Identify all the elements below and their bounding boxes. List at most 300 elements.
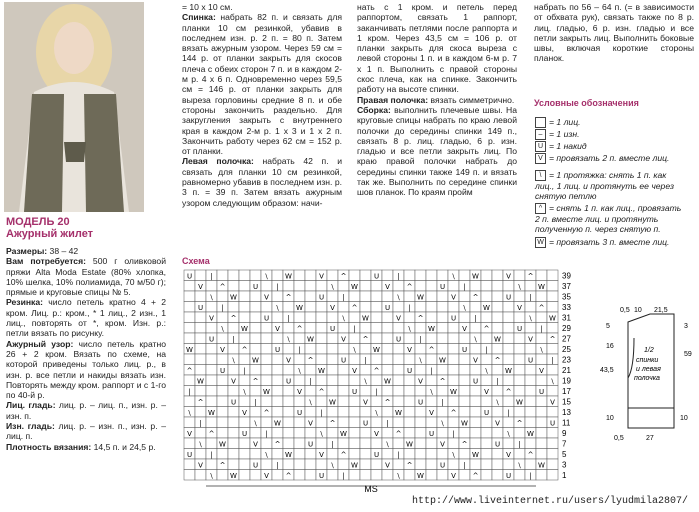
density-continued: = 10 x 10 см. bbox=[182, 2, 233, 12]
rib-paragraph bbox=[6, 297, 166, 338]
legend-item bbox=[535, 237, 685, 248]
chart-cell bbox=[415, 344, 426, 355]
chart-symbol: U bbox=[384, 304, 391, 312]
chart-cell bbox=[239, 302, 250, 313]
chart-cell bbox=[415, 407, 426, 418]
chart-cell bbox=[459, 365, 470, 376]
sizes-label: Размеры: bbox=[6, 246, 48, 256]
chart-row-label: 29 bbox=[562, 324, 571, 333]
chart-symbol: | bbox=[496, 377, 499, 386]
chart-cell bbox=[525, 281, 536, 292]
chart-cell bbox=[536, 333, 547, 344]
chart-cell bbox=[239, 354, 250, 365]
chart-symbol: \ bbox=[221, 325, 224, 333]
chart-symbol: | bbox=[342, 472, 345, 480]
chart-cell bbox=[382, 386, 393, 397]
chart-cell bbox=[481, 312, 492, 323]
chart-cell bbox=[393, 375, 404, 386]
chart-symbol: V bbox=[330, 304, 335, 312]
chart-cell bbox=[382, 312, 393, 323]
chart-symbol: V bbox=[187, 430, 192, 438]
chart-cell bbox=[492, 323, 503, 334]
chart-symbol: V bbox=[429, 409, 434, 417]
chart-cell bbox=[261, 333, 272, 344]
chart-symbol: V bbox=[506, 451, 511, 459]
chart-cell bbox=[228, 270, 239, 281]
armhole-curve bbox=[628, 338, 634, 378]
chart-cell bbox=[481, 417, 492, 428]
chart-cell bbox=[470, 396, 481, 407]
chart-symbol: ^ bbox=[351, 304, 358, 312]
chart-cell bbox=[272, 449, 283, 460]
chart-cell bbox=[404, 449, 415, 460]
chart-cell bbox=[250, 407, 261, 418]
chart-cell bbox=[217, 312, 228, 323]
chart-symbol: U bbox=[439, 461, 446, 470]
chart-symbol: | bbox=[463, 283, 466, 291]
chart-symbol: \ bbox=[276, 304, 279, 312]
chart-cell bbox=[525, 375, 536, 386]
chart-row-label: 15 bbox=[562, 397, 571, 407]
chart-symbol: U bbox=[527, 356, 534, 365]
chart-cell bbox=[305, 312, 316, 323]
dim-left-top: 5 bbox=[606, 323, 610, 330]
chart-symbol: | bbox=[276, 461, 279, 470]
chart-symbol: | bbox=[485, 346, 488, 354]
chart-cell bbox=[360, 365, 371, 376]
chart-cell bbox=[195, 291, 206, 302]
chart-cell bbox=[426, 438, 437, 449]
chart-cell bbox=[316, 459, 327, 470]
chart-cell bbox=[327, 386, 338, 397]
chart-symbol: \ bbox=[298, 367, 301, 375]
chart-symbol: W bbox=[219, 440, 226, 449]
chart-symbol: ^ bbox=[406, 283, 413, 291]
chart-cell bbox=[195, 344, 206, 355]
chart-symbol: \ bbox=[397, 472, 400, 480]
back-paragraph bbox=[182, 12, 342, 156]
chart-row-label: 35 bbox=[562, 292, 571, 302]
chart-row-label: 7 bbox=[562, 439, 567, 449]
chart-symbol: U bbox=[252, 283, 259, 291]
chart-cell bbox=[316, 302, 327, 313]
chart-symbol: V bbox=[264, 293, 269, 302]
density-label: Плотность вязания: bbox=[6, 441, 92, 452]
chart-cell bbox=[547, 470, 558, 481]
chart-cell bbox=[459, 449, 470, 460]
chart-symbol: U bbox=[186, 451, 193, 459]
chart-cell bbox=[459, 333, 470, 344]
chart-cell bbox=[426, 281, 437, 292]
chart-cell bbox=[305, 281, 316, 292]
chart-symbol: | bbox=[408, 304, 411, 312]
chart-cell bbox=[470, 438, 481, 449]
chart-cell bbox=[316, 333, 327, 344]
chart-cell bbox=[437, 407, 448, 418]
chart-cell bbox=[470, 407, 481, 418]
chart-cell bbox=[261, 459, 272, 470]
legend-title: Условные обозначения bbox=[534, 98, 639, 108]
chart-cell bbox=[349, 354, 360, 365]
chart-cell bbox=[415, 459, 426, 470]
chart-cell bbox=[228, 323, 239, 334]
legend-symbol bbox=[535, 117, 546, 128]
legend-symbol: W bbox=[535, 237, 546, 248]
chart-symbol: V bbox=[352, 367, 357, 375]
chart-symbol: W bbox=[384, 377, 391, 386]
chart-symbol: U bbox=[516, 325, 523, 333]
chart-cell bbox=[261, 354, 272, 365]
chart-cell bbox=[294, 291, 305, 302]
chart-cell bbox=[349, 407, 360, 418]
chart-cell bbox=[217, 270, 228, 281]
chart-cell bbox=[415, 449, 426, 460]
chart-symbol: | bbox=[298, 346, 301, 354]
chart-symbol: | bbox=[199, 419, 202, 428]
chart-cell bbox=[459, 354, 470, 365]
chart-symbol: ^ bbox=[472, 472, 479, 480]
chart-cell bbox=[294, 354, 305, 365]
chart-cell bbox=[459, 312, 470, 323]
chart-symbol: U bbox=[230, 398, 237, 407]
chart-cell bbox=[349, 291, 360, 302]
chart-cell bbox=[536, 354, 547, 365]
chart-cell bbox=[547, 428, 558, 439]
left-front-label: Левая полочка: bbox=[182, 156, 254, 167]
chart-cell bbox=[217, 291, 228, 302]
chart-cell bbox=[492, 459, 503, 470]
chart-cell bbox=[217, 470, 228, 481]
chart-cell bbox=[492, 407, 503, 418]
chart-cell bbox=[503, 281, 514, 292]
yarn-value: 500 г оливковой пряжи Alta Moda Estate (80% хлопка, 10% шелка, 10% полиамида, 70 м/50 г); прямые и круговые спицы № 5. bbox=[6, 256, 167, 298]
legend-text: = снять 1 п. как лиц., провязать 2 п. вместе лиц. и протянуть полученную п. через снятую п. bbox=[535, 203, 682, 235]
chart-cell bbox=[382, 470, 393, 481]
chart-cell bbox=[404, 312, 415, 323]
rib-label: Резинка: bbox=[6, 297, 43, 308]
chart-cell bbox=[294, 333, 305, 344]
chart-symbol: U bbox=[505, 293, 512, 302]
chart-row-label: 13 bbox=[562, 408, 571, 417]
chart-cell bbox=[503, 312, 514, 323]
chart-cell bbox=[217, 396, 228, 407]
chart-symbol: U bbox=[417, 398, 424, 407]
chart-cell bbox=[393, 344, 404, 355]
chart-cell bbox=[305, 407, 316, 418]
chart-cell bbox=[503, 323, 514, 334]
chart-symbol: W bbox=[186, 346, 193, 354]
sizes-paragraph bbox=[6, 246, 166, 256]
chart-symbol: | bbox=[254, 398, 257, 407]
chart-cell bbox=[217, 449, 228, 460]
chart-symbol: V bbox=[473, 356, 478, 365]
chart-symbol: ^ bbox=[362, 335, 369, 344]
chart-cell bbox=[481, 428, 492, 439]
chart-cell bbox=[272, 470, 283, 481]
chart-cell bbox=[261, 396, 272, 407]
legend-symbol: – bbox=[535, 129, 546, 140]
chart-symbol: \ bbox=[551, 377, 554, 386]
chart-cell bbox=[261, 417, 272, 428]
chart-cell bbox=[272, 312, 283, 323]
chart-symbol: W bbox=[252, 356, 259, 365]
chart-cell bbox=[426, 302, 437, 313]
chart-cell bbox=[327, 270, 338, 281]
dim-top-mid: 10 bbox=[634, 307, 642, 314]
chart-cell bbox=[426, 449, 437, 460]
chart-symbol: | bbox=[375, 388, 378, 396]
chart-cell bbox=[371, 470, 382, 481]
chart-symbol: U bbox=[208, 335, 215, 344]
chart-cell bbox=[327, 428, 338, 439]
density-value: 14,5 п. и 24,5 р. bbox=[91, 441, 156, 452]
chart-cell bbox=[360, 323, 371, 334]
chart-symbol: V bbox=[440, 440, 445, 449]
chart-cell bbox=[349, 428, 360, 439]
chart-cell bbox=[250, 333, 261, 344]
chart-symbol: W bbox=[483, 304, 490, 312]
chart-symbol: ^ bbox=[285, 472, 292, 480]
chart-symbol: U bbox=[263, 314, 270, 323]
chart-cell bbox=[206, 281, 217, 292]
column-3 bbox=[357, 2, 517, 198]
chart-symbol: V bbox=[363, 398, 368, 407]
chart-cell bbox=[349, 312, 360, 323]
chart-symbol: W bbox=[285, 272, 292, 281]
chart-cell bbox=[437, 333, 448, 344]
chart-symbol: U bbox=[406, 367, 413, 375]
chart-row-label: 39 bbox=[562, 271, 571, 281]
chart-cell bbox=[261, 438, 272, 449]
chart-symbol: U bbox=[318, 293, 325, 302]
chart-cell bbox=[371, 291, 382, 302]
chart-row-label: 17 bbox=[562, 387, 571, 396]
chart-cell bbox=[492, 302, 503, 313]
chart-symbol: ^ bbox=[527, 451, 534, 459]
chart-cell bbox=[360, 428, 371, 439]
chart-cell bbox=[547, 281, 558, 292]
assembly-paragraph bbox=[357, 105, 517, 198]
chart-row-label: 1 bbox=[562, 471, 567, 480]
chart-cell bbox=[426, 417, 437, 428]
chart-symbol: V bbox=[253, 440, 258, 449]
chart-cell bbox=[316, 344, 327, 355]
chart-symbol: U bbox=[538, 388, 545, 396]
chart-symbol: ^ bbox=[340, 272, 347, 281]
chart-cell bbox=[283, 281, 294, 292]
chart-row-label: 33 bbox=[562, 303, 571, 312]
yarn-paragraph bbox=[6, 256, 166, 297]
chart-cell bbox=[327, 344, 338, 355]
chart-cell bbox=[448, 354, 459, 365]
chart-symbol: U bbox=[307, 440, 314, 449]
chart-symbol: W bbox=[351, 283, 358, 291]
garment-diagram bbox=[594, 300, 699, 450]
chart-symbol: W bbox=[417, 472, 424, 480]
chart-cell bbox=[525, 417, 536, 428]
chart-cell bbox=[382, 407, 393, 418]
legend-symbol: \ bbox=[535, 170, 546, 181]
chart-cell bbox=[316, 323, 327, 334]
armhole-paragraph: набрать по 56 – 64 п. (= в зависимости от обхвата рук), связать также по 8 р. лиц. гладью, 6 р. изн. гладью и все петли закрыть лиц. Выполнить боковые швы, включая короткие стороны планок. bbox=[534, 2, 694, 64]
chart-symbol: V bbox=[506, 272, 511, 281]
chart-cell bbox=[382, 449, 393, 460]
chart-symbol: | bbox=[342, 293, 345, 302]
chart-cell bbox=[371, 459, 382, 470]
chart-cell bbox=[415, 428, 426, 439]
chart-cell bbox=[305, 365, 316, 376]
chart-cell bbox=[327, 449, 338, 460]
chart-cell bbox=[184, 323, 195, 334]
chart-cell bbox=[415, 281, 426, 292]
chart-symbol: | bbox=[232, 335, 235, 344]
density-paragraph bbox=[6, 442, 166, 452]
chart-cell bbox=[459, 407, 470, 418]
chart-symbol: \ bbox=[210, 472, 213, 480]
chart-cell bbox=[393, 417, 404, 428]
chart-cell bbox=[492, 470, 503, 481]
chart-cell bbox=[206, 386, 217, 397]
chart-cell bbox=[503, 344, 514, 355]
chart-cell bbox=[459, 428, 470, 439]
legend-text: = 1 изн. bbox=[549, 129, 580, 139]
chart-cell bbox=[426, 333, 437, 344]
chart-cell bbox=[360, 291, 371, 302]
chart-cell bbox=[382, 323, 393, 334]
chart-symbol: V bbox=[275, 325, 280, 333]
chart-row-label: 27 bbox=[562, 334, 571, 344]
legend-item bbox=[535, 117, 685, 128]
chart-symbol: V bbox=[242, 409, 247, 417]
chart-cell bbox=[371, 354, 382, 365]
chart-cell bbox=[184, 438, 195, 449]
chart-cell bbox=[481, 396, 492, 407]
chart-cell bbox=[283, 396, 294, 407]
chart-cell bbox=[261, 323, 272, 334]
chart-cell bbox=[514, 344, 525, 355]
chart-symbol: ^ bbox=[395, 430, 402, 438]
chart-cell bbox=[492, 344, 503, 355]
chart-cell bbox=[239, 281, 250, 292]
chart-symbol: ^ bbox=[494, 356, 501, 365]
chart-cell bbox=[305, 459, 316, 470]
chart-cell bbox=[437, 344, 448, 355]
stockinette-label: Лиц. гладь: bbox=[6, 400, 56, 411]
back-label: Спинка: bbox=[182, 12, 216, 23]
legend-item bbox=[535, 203, 685, 234]
chart-symbol: W bbox=[406, 440, 413, 449]
chart-cell bbox=[349, 417, 360, 428]
chart-symbol: ^ bbox=[450, 409, 457, 417]
dim-right-top: 3 bbox=[684, 323, 688, 330]
dim-left-16: 16 bbox=[606, 343, 614, 350]
chart-cell bbox=[415, 302, 426, 313]
chart-symbol: V bbox=[286, 356, 291, 365]
chart-symbol: ^ bbox=[296, 325, 303, 333]
chart-cell bbox=[338, 344, 349, 355]
chart-symbol: \ bbox=[320, 430, 323, 438]
chart-cell bbox=[239, 375, 250, 386]
chart-cell bbox=[448, 396, 459, 407]
chart-cell bbox=[382, 365, 393, 376]
band-rect bbox=[628, 408, 674, 428]
chart-symbol: W bbox=[549, 314, 556, 323]
diagram-label-2: спинки bbox=[636, 357, 659, 364]
chart-cell bbox=[426, 375, 437, 386]
chart-cell bbox=[393, 281, 404, 292]
chart-symbol: ^ bbox=[219, 461, 226, 470]
chart-cell bbox=[536, 428, 547, 439]
chart-cell bbox=[228, 365, 239, 376]
chart-cell bbox=[404, 417, 415, 428]
chart-symbol: U bbox=[318, 472, 325, 480]
left-front-continued: нать с 1 кром. и петель перед раппортом, связать 1 раппорт, заканчивать петлями после раппорта и 1 кром. Через 43,5 см = 106 р. от планки закрыть для скоса выреза с левой стороны 1 п. и в каждом 6-м р. 7 x 1 п. Выполнить с правой стороны скос плеча, как на спинке. Закончить работу на высоте спинки. bbox=[357, 2, 517, 95]
chart-symbol: \ bbox=[265, 451, 268, 459]
chart-symbol: ^ bbox=[483, 325, 490, 333]
model-subtitle: Ажурный жилет bbox=[6, 228, 94, 240]
chart-cell bbox=[217, 354, 228, 365]
chart-cell bbox=[294, 438, 305, 449]
chart-symbol: ^ bbox=[241, 346, 248, 354]
back-value: набрать 82 п. и связать для планки 10 см резинкой, убавив в последнем изн. р. 2 п. = 80 п. Затем вязать ажурным узором. Через 59 см = 144 р. от планки закрыть для скосов плеча с обеих сторон 7 п. и в каждом 2-м р. 4 x 6 п. Одновременно через 59,5 см = 146 р. от планки закрыть для выреза горловины средние 8 п. и обе стороны закончить раздельно. Для закругления закрыть с внутреннего края в каждом 2-м р. 1 x 3 и 1 x 2 п. Закончить работу через 62 см = 152 р. от планки. bbox=[182, 12, 342, 157]
chart-cell bbox=[382, 344, 393, 355]
chart-symbol: \ bbox=[463, 304, 466, 312]
chart-cell bbox=[184, 291, 195, 302]
chart-cell bbox=[305, 449, 316, 460]
chart-cell bbox=[415, 438, 426, 449]
chart-symbol: W bbox=[428, 325, 435, 333]
chart-cell bbox=[283, 386, 294, 397]
chart-cell bbox=[426, 459, 437, 470]
chart-row-label: 5 bbox=[562, 450, 567, 459]
chart-symbol: V bbox=[231, 377, 236, 386]
legend-item bbox=[535, 129, 685, 140]
chart-cell bbox=[294, 270, 305, 281]
chart-cell bbox=[217, 417, 228, 428]
chart-cell bbox=[305, 302, 316, 313]
chart-cell bbox=[305, 470, 316, 481]
chart-cell bbox=[206, 459, 217, 470]
chart-symbol: V bbox=[462, 325, 467, 333]
chart-symbol: U bbox=[549, 419, 556, 428]
chart-cell bbox=[283, 459, 294, 470]
chart-cell bbox=[481, 291, 492, 302]
chart-symbol: W bbox=[461, 419, 468, 428]
chart-cell bbox=[481, 449, 492, 460]
chart-cell bbox=[459, 396, 470, 407]
chart-cell bbox=[547, 323, 558, 334]
chart-symbol: ^ bbox=[197, 398, 204, 407]
chart-cell bbox=[206, 417, 217, 428]
chart-cell bbox=[316, 396, 327, 407]
chart-symbol: W bbox=[538, 461, 545, 470]
chart-cell bbox=[327, 470, 338, 481]
chart-symbol: ^ bbox=[318, 388, 325, 396]
chart-cell bbox=[206, 375, 217, 386]
chart-symbol: ^ bbox=[274, 440, 281, 449]
sizes-value: 38 – 42 bbox=[47, 246, 79, 256]
chart-symbol: ^ bbox=[186, 367, 193, 375]
chart-cell bbox=[371, 375, 382, 386]
chart-cell bbox=[514, 333, 525, 344]
chart-cell bbox=[206, 365, 217, 376]
chart-cell bbox=[195, 470, 206, 481]
chart-cell bbox=[360, 449, 371, 460]
chart-cell bbox=[514, 470, 525, 481]
chart-cell bbox=[228, 449, 239, 460]
chart-cell bbox=[492, 449, 503, 460]
chart-symbol: V bbox=[396, 314, 401, 323]
